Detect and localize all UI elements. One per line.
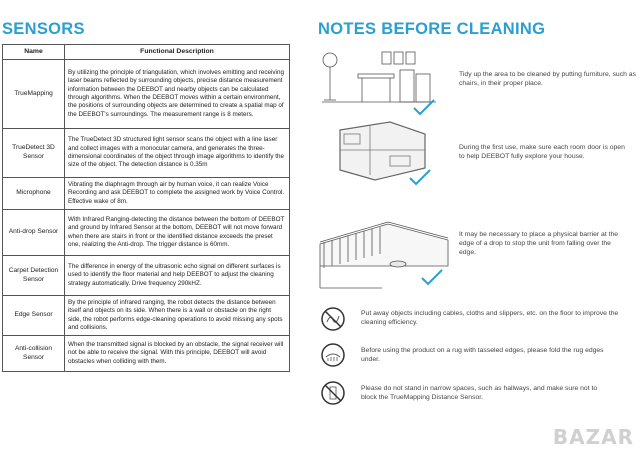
table-row xyxy=(3,129,290,178)
sensor-description: The TrueDetect 3D structured light sensor scans the object with a line laser and collect images with a monocular camera, and generates the three-dimensional coordinates of the object through image algorithms to identify the size of the object. The detection distance is 0.35m xyxy=(65,129,290,178)
column-header-name: Name xyxy=(3,45,65,60)
sensor-name: TrueMapping xyxy=(3,60,65,129)
rug-tassel-icon xyxy=(320,342,346,368)
sensor-description: When the transmitted signal is blocked by an obstacle, the signal receiver will not be able to receive the signal. With this principle, DEEBOT will avoid obstacles when colliding with them. xyxy=(65,336,290,372)
sensor-description: By utilizing the principle of triangulation, which involves emitting and receiving laser beams reflected by surrounding objects, precise distance measurement information between the DEEBOT and nearby objects can be calculated through algorithms. When the DEEBOT moves within a certain environment, the positions of surrounding objects are determined to create a spatial map of the DEEBOT's surroundings. The measurement range is 8 meters. xyxy=(65,60,290,129)
checkmark-icon xyxy=(410,170,430,184)
sensors-table xyxy=(2,44,290,372)
notes-heading: NOTES BEFORE CLEANING xyxy=(318,20,546,38)
sensor-description: Vibrating the diaphragm through air by human voice, it can realize Voice Recording and ask DEEBOT to complete the assigned work by Voice Control. Effective wake of 8m. xyxy=(65,178,290,210)
sensor-name: Carpet Detection Sensor xyxy=(3,256,65,296)
note-text: It may be necessary to place a physical barrier at the edge of a drop to stop the unit from falling over the edge. xyxy=(459,231,619,257)
table-row xyxy=(3,210,290,256)
checkmark-icon xyxy=(422,270,442,284)
table-row xyxy=(3,178,290,210)
sensors-heading: SENSORS xyxy=(2,20,85,38)
sensor-description: By the principle of infrared ranging, the robot detects the distance between itself and objects on its side. When there is a wall or obstacle on the right side, the robot performs edge-cleaning operations to avoid missing any spots and collisions. xyxy=(65,296,290,336)
note-text: Please do not stand in narrow spaces, such as hallways, and make sure not to block the TrueMapping Distance Sensor. xyxy=(361,385,598,402)
note-text: Tidy up the area to be cleaned by putting furniture, such as chairs, in their proper place. xyxy=(459,71,636,88)
sensor-description: The difference in energy of the ultrasonic echo signal on different surfaces is used to identify the floor material and help DEEBOT to adjust the cleaning strategy automatically. Drive frequency 290kHZ. xyxy=(65,256,290,296)
note-text: Before using the product on a rug with tasseled edges, please fold the rug edges under. xyxy=(361,347,604,364)
table-header-row xyxy=(3,45,290,60)
note-text: Put away objects including cables, cloths and slippers, etc. on the floor to improve the cleaning efficiency. xyxy=(361,310,619,327)
floor-plan-illustration xyxy=(330,120,435,188)
tidy-room-illustration xyxy=(318,48,438,116)
table-row xyxy=(3,336,290,372)
sensor-name: Anti-drop Sensor xyxy=(3,210,65,256)
sensor-name: TrueDetect 3D Sensor xyxy=(3,129,65,178)
note-text: During the first use, make sure each room door is open to help DEEBOT fully explore your house. xyxy=(459,144,625,161)
column-header-description: Functional Description xyxy=(65,45,290,60)
watermark-logo: BAZAR xyxy=(552,425,634,449)
sensor-name: Microphone xyxy=(3,178,65,210)
narrow-space-prohibited-icon xyxy=(320,380,346,406)
sensor-description: With Infrared Ranging-detecting the distance between the bottom of DEEBOT and ground by Infrared Sensor at the bottom, DEEBOT will not move forward when there are stairs in front or the identified distance exceeds the preset one, realizing the Anti-drop. The trigger distance is 60mm. xyxy=(65,210,290,256)
sensor-name: Edge Sensor xyxy=(3,296,65,336)
drop-barrier-illustration xyxy=(318,210,450,292)
cables-prohibited-icon xyxy=(320,306,346,332)
table-row xyxy=(3,256,290,296)
table-row xyxy=(3,296,290,336)
table-row xyxy=(3,60,290,129)
sensor-name: Anti-collision Sensor xyxy=(3,336,65,372)
